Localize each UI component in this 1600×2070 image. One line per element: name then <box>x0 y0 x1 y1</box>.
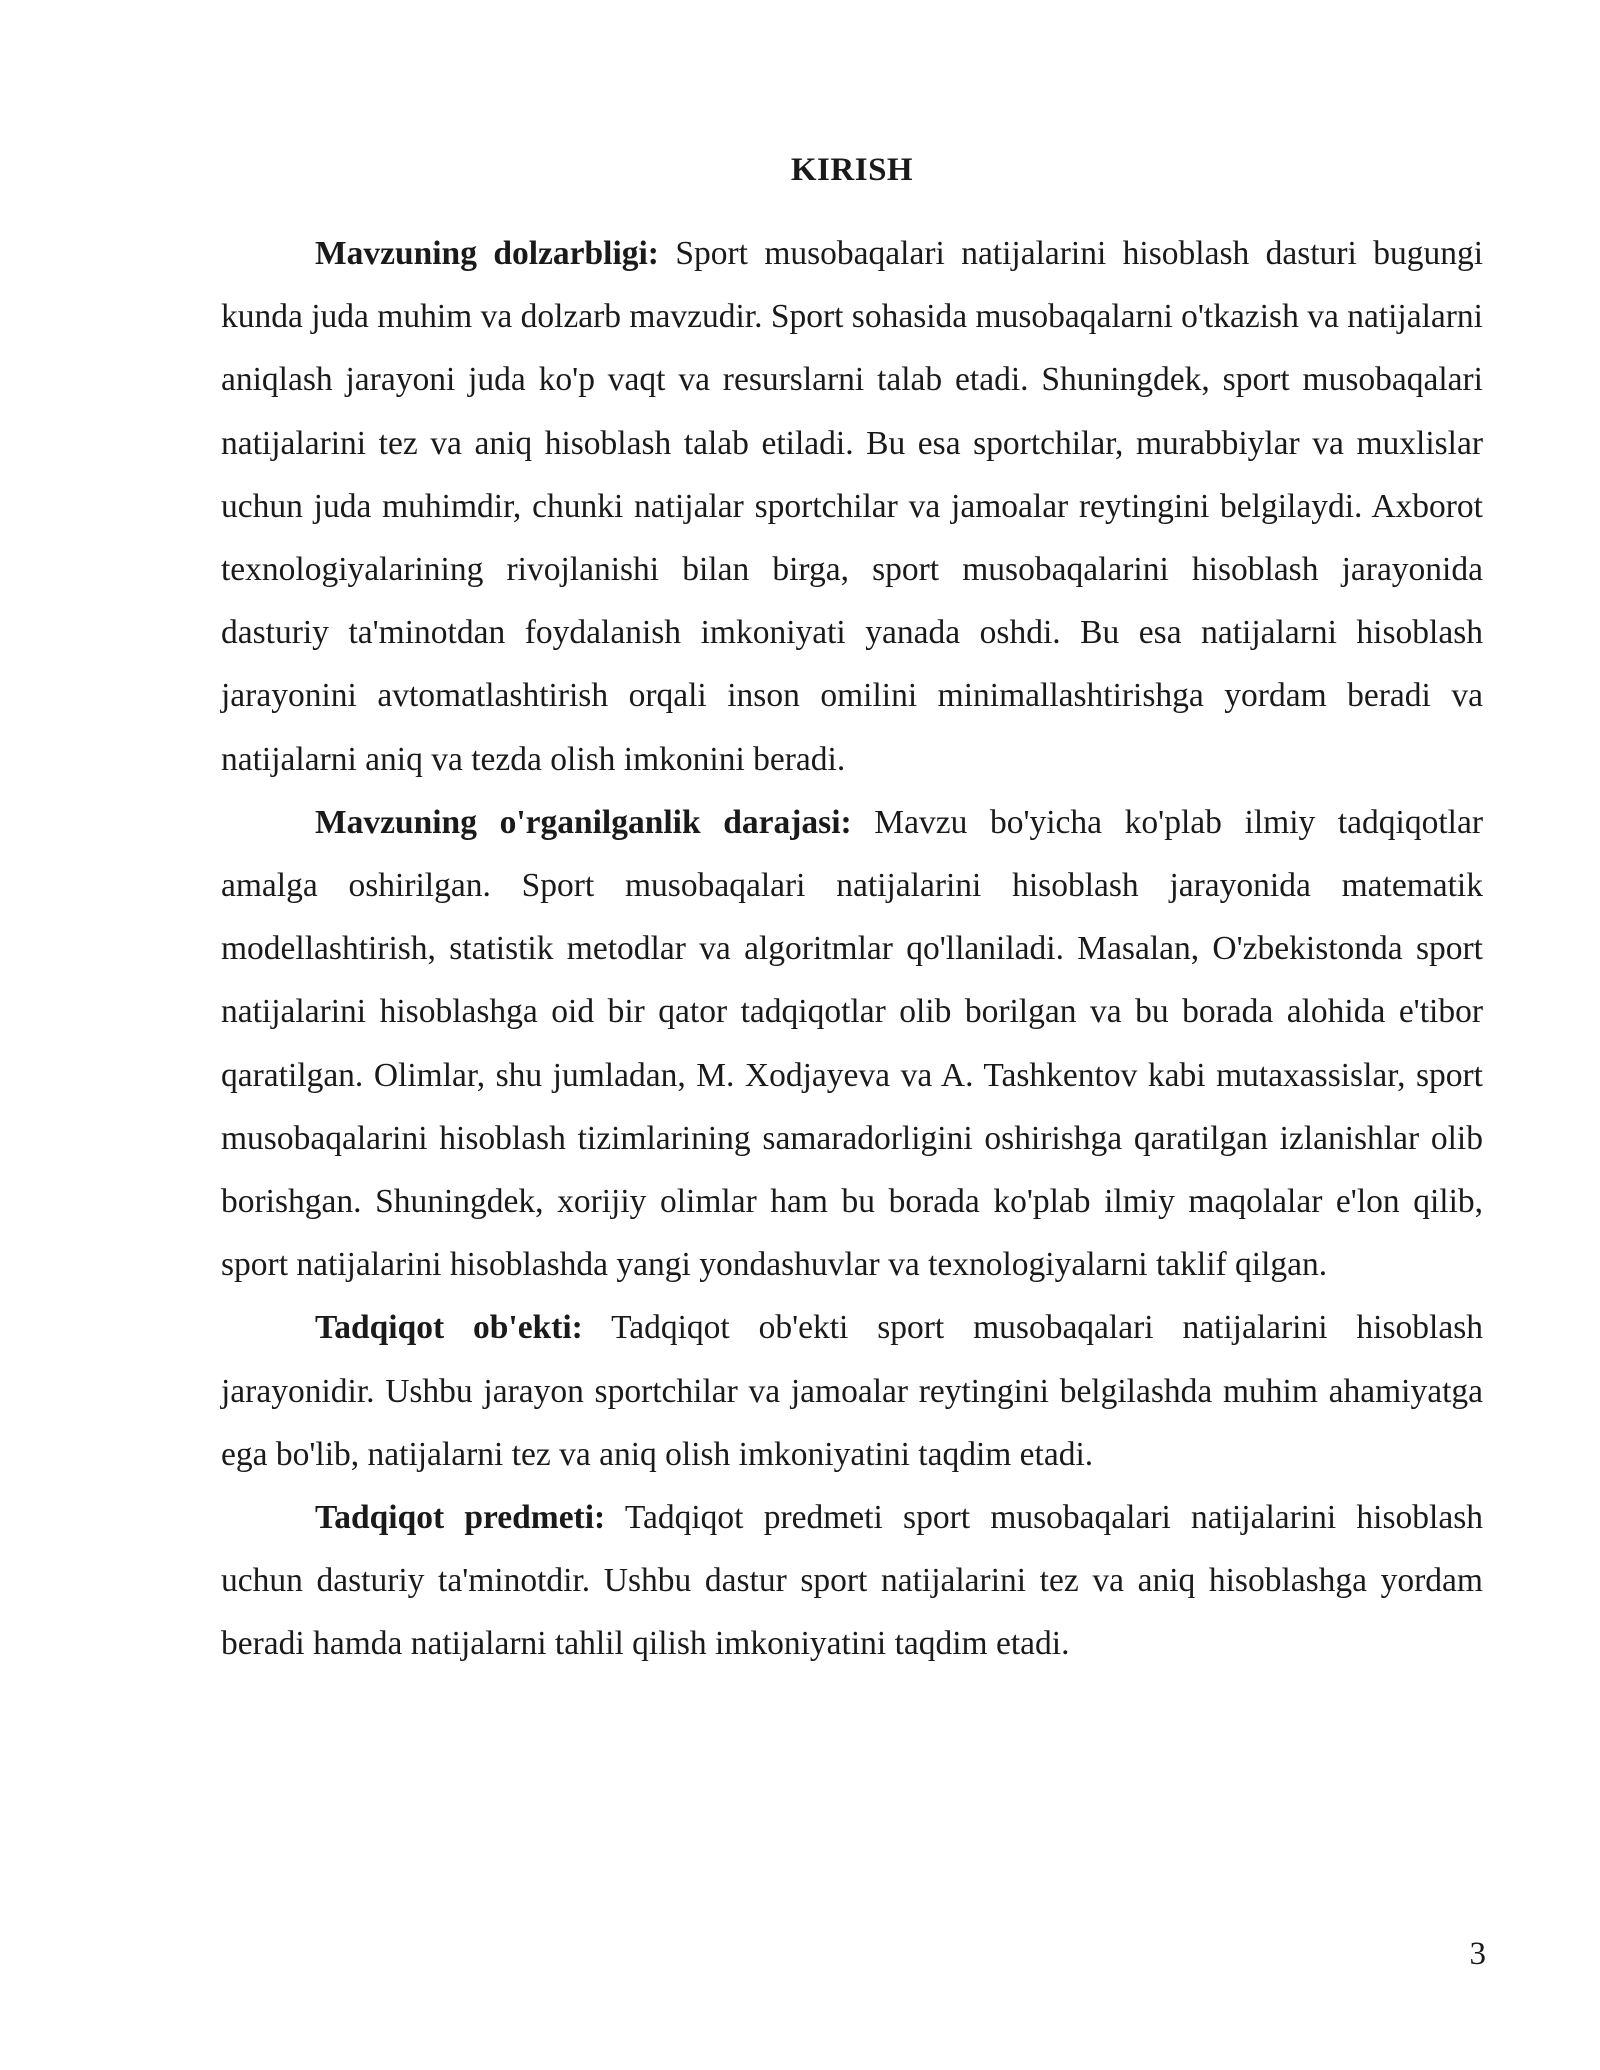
paragraph-lead: Tadqiqot ob'ekti: <box>315 1309 583 1347</box>
page-number: 3 <box>1469 1936 1486 1972</box>
paragraph-lead: Tadqiqot predmeti: <box>315 1499 606 1537</box>
paragraph-text: Tadqiqot ob'ekti sport musobaqalari natijalarini hisoblash jarayonidir. Ushbu jarayon sportchilar va jamoalar reytingini belgilashda muhim ahamiyatga ega bo'lib, natijalarni tez va aniq olish imkoniyatini taqdim etadi. <box>221 1309 1483 1473</box>
paragraph-lead: Mavzuning dolzarbligi: <box>315 235 659 272</box>
page-content <box>221 144 1483 1676</box>
paragraph-research-subject <box>221 1486 1483 1676</box>
paragraph-text: Tadqiqot predmeti sport musobaqalari natijalarini hisoblash uchun dasturiy ta'minotdir. Ushbu dastur sport natijalarini tez va aniq hisoblashga yordam beradi hamda natijalarni tahlil qilish imkoniyatini taqdim etadi. <box>221 1499 1483 1663</box>
page-title: KIRISH <box>790 152 914 188</box>
paragraph-text: Mavzu bo'yicha ko'plab ilmiy tadqiqotlar amalga oshirilgan. Sport musobaqalari natijalarini hisoblash jarayonida matematik modellashtirish, statistik metodlar va algoritmlar qo'llaniladi. Masalan, O'zbekistonda sport natijalarini hisoblashga oid bir qator tadqiqotlar olib borilgan va bu borada alohida e'tibor qaratilgan. Olimlar, shu jumladan, M. Xodjayeva va A. Tashkentov kabi mutaxassislar, sport musobaqalarini hisoblash tizimlarining samaradorligini oshirishga qaratilgan izlanishlar olib borishgan. Shuningdek, xorijiy olimlar ham bu borada ko'plab ilmiy maqolalar e'lon qilib, sport natijalarini hisoblashda yangi yondashuvlar va texnologiyalarni taklif qilgan. <box>221 803 1484 1284</box>
paragraph-text: Sport musobaqalari natijalarini hisoblash dasturi bugungi kunda juda muhim va dolzarb mavzudir. Sport sohasida musobaqalarni o'tkazish va natijalarni aniqlash jarayoni juda ko'p vaqt va resurslarni talab etadi. Shuningdek, sport musobaqalari natijalarini tez va aniq hisoblash talab etiladi. Bu esa sportchilar, murabbiylar va muxlislar uchun juda muhimdir, chunki natijalar sportchilar va jamoalar reytingini belgilaydi. Axborot texnologiyalarining rivojlanishi bilan birga, sport musobaqalarini hisoblash jarayonida dasturiy ta'minotdan foydalanish imkoniyati yanada oshdi. Bu esa natijalarni hisoblash jarayonini avtomatlashtirish orqali inson omilini minimallashtirishga yordam beradi va natijalarni aniq va tezda olish imkonini beradi. <box>221 235 1483 778</box>
paragraph-lead: Mavzuning o'rganilganlik darajasi: <box>315 803 852 841</box>
paragraph-research-object <box>221 1296 1483 1486</box>
paragraph-study-level <box>221 791 1483 1297</box>
paragraph-relevance <box>221 222 1483 791</box>
